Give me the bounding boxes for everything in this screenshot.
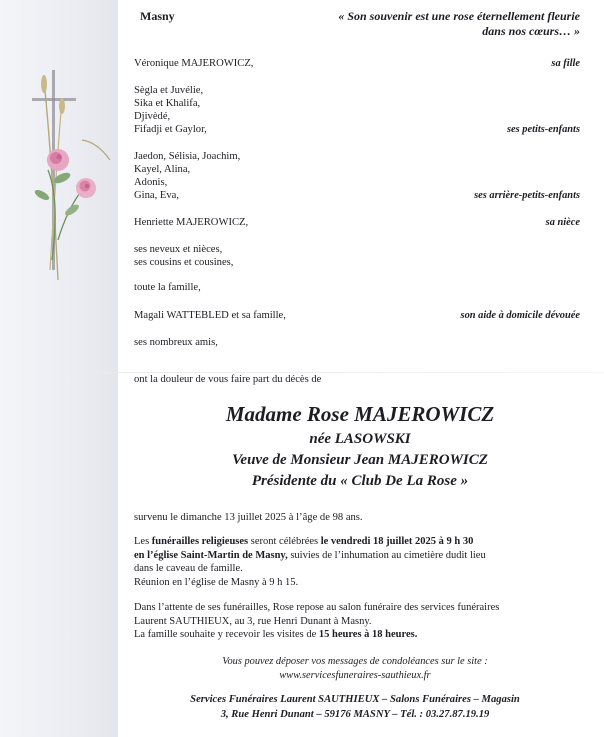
epitaph-quote: [338, 9, 580, 39]
text-run: Les: [134, 536, 152, 547]
family-name: Adonis,: [134, 177, 168, 188]
family-name: Jaedon, Sélisia, Joachim,: [134, 151, 241, 162]
family-name: ses neveux et nièces,: [134, 244, 223, 255]
family-name: Gina, Eva,: [134, 190, 180, 201]
text-line: Dans l’attente de ses funérailles, Rose repose au salon funéraire des services funéraires: [134, 602, 500, 613]
visitation-paragraph: [134, 601, 499, 642]
text-line: dans le caveau de famille.: [134, 563, 243, 574]
text-line: Réunion en l’église de Masny à 9 h 15.: [134, 576, 299, 588]
family-name: Sika et Khalifa,: [134, 98, 201, 109]
text-line: Laurent SAUTHIEUX, au 3, rue Henri Dunant à Masny.: [134, 615, 372, 627]
family-name: ses cousins et cousines,: [134, 257, 234, 268]
text-run: suivies de l’inhumation au cimetière dudit lieu: [287, 549, 486, 561]
text-line: Vous pouvez déposer vos messages de condoléances sur le site :: [222, 656, 488, 667]
maiden-name: née LASOWSKI: [309, 431, 411, 447]
text-run: seront célébrées: [248, 536, 321, 547]
quote-line: dans nos cœurs… »: [482, 24, 580, 38]
relation-label: ses petits-enfants: [506, 124, 580, 135]
widow-line: Veuve de Monsieur Jean MAJEROWICZ: [232, 452, 488, 468]
place-name: Masny: [140, 9, 175, 23]
text-run: La famille souhaite y recevoir les visites de: [134, 629, 319, 640]
deceased-name: Madame Rose MAJEROWICZ: [225, 402, 495, 426]
family-name: Henriette MAJEROWICZ,: [134, 217, 249, 228]
family-name: Véronique MAJEROWICZ,: [134, 58, 254, 69]
family-name: Magali WATTEBLED et sa famille,: [134, 310, 286, 321]
text-run-bold: en l’église Saint-Martin de Masny,: [134, 549, 288, 561]
condolences-note: [140, 655, 570, 683]
funeral-paragraph: [134, 535, 486, 589]
relation-label: ses arrière-petits-enfants: [474, 190, 580, 201]
relation-label: sa nièce: [545, 217, 580, 228]
website-link[interactable]: www.servicesfuneraires-sauthieux.fr: [279, 670, 431, 681]
text-line: 3, Rue Henri Dunant – 59176 MASNY – Tél. : 03.27.87.19.19: [220, 709, 490, 720]
relation-label: son aide à domicile dévouée: [460, 310, 580, 321]
text-run-bold: 15 heures à 18 heures.: [318, 629, 418, 640]
family-name: Fifadji et Gaylor,: [134, 124, 207, 135]
text-line: Services Funéraires Laurent SAUTHIEUX – Salons Funéraires – Magasin: [190, 694, 520, 705]
text-run-bold: funérailles religieuses: [151, 536, 249, 547]
funeral-home-info: [140, 692, 570, 722]
death-line: survenu le dimanche 13 juillet 2025 à l’âge de 98 ans.: [134, 512, 363, 523]
family-name: Djivèdé,: [134, 111, 171, 122]
family-name: Sègla et Juvélie,: [134, 85, 204, 96]
relation-label: sa fille: [551, 58, 580, 69]
text-run-bold: le vendredi 18 juillet 2025 à 9 h 30: [320, 536, 474, 547]
role-line: Présidente du « Club De La Rose »: [251, 473, 469, 489]
family-name: ses nombreux amis,: [134, 337, 218, 348]
family-name: Kayel, Alina,: [134, 164, 191, 175]
family-name: toute la famille,: [134, 282, 201, 293]
announcement: ont la douleur de vous faire part du décès de: [134, 374, 322, 385]
rose-cross-illustration: [22, 70, 112, 290]
quote-line: « Son souvenir est une rose éternellement fleurie: [338, 9, 580, 23]
